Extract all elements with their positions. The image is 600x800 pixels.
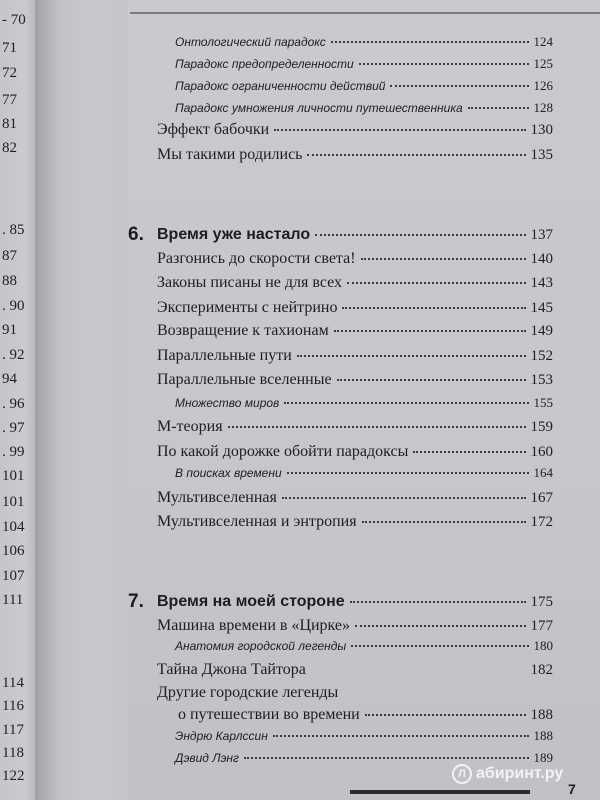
left-page-number: 87 (2, 248, 17, 264)
toc-entry-title: Машина времени в «Цирке» (157, 617, 351, 634)
left-page-number: . 96 (2, 396, 25, 412)
left-page-number: 88 (2, 273, 17, 289)
leader-dots (365, 714, 526, 716)
toc-entry-title: Дэвид Лэнг (175, 751, 239, 765)
toc-page-number: 140 (530, 251, 553, 267)
toc-entry-title: Мультивселенная (157, 489, 277, 506)
toc-entry-title: Парадокс умножения личности путешественника (175, 101, 463, 115)
toc-page-number: 135 (530, 147, 553, 163)
left-page-number: 118 (2, 745, 24, 761)
left-page-number: 106 (2, 543, 25, 559)
toc-entry-title: Параллельные вселенные (157, 371, 332, 388)
leader-dots (362, 521, 526, 523)
leader-dots (334, 330, 526, 332)
toc-entry-title: В поисках времени (175, 466, 282, 480)
leader-dots (361, 258, 526, 260)
toc-page-number: 188 (533, 728, 553, 743)
leader-dots (342, 307, 525, 309)
left-page-number: - 70 (2, 12, 26, 28)
toc-page-number: 130 (530, 122, 553, 138)
chapter-number: 6. (128, 224, 144, 245)
leader-dots (359, 63, 529, 65)
toc-entry (157, 274, 553, 296)
toc-entry-line2 (178, 706, 553, 728)
toc-entry-title: Онтологический парадокс (175, 35, 326, 49)
left-page-number: . 97 (2, 420, 25, 436)
toc-page-number: 164 (533, 465, 553, 480)
toc-page-number: 182 (530, 662, 553, 678)
labirint-logo-icon: Л (452, 764, 472, 784)
leader-dots (331, 41, 529, 43)
left-page-number: 122 (2, 768, 25, 784)
leader-dots (355, 625, 525, 627)
left-page-number: 72 (2, 65, 17, 81)
toc-entry-title: Возвращение к тахионам (157, 322, 329, 339)
top-rule (130, 12, 600, 14)
watermark (452, 764, 563, 784)
leader-dots (282, 497, 526, 499)
toc-page-number: 180 (533, 638, 553, 653)
toc-entry-line1 (157, 684, 553, 706)
toc-subentry (175, 728, 553, 750)
toc-entry (157, 121, 553, 143)
toc-entry (157, 489, 553, 511)
leader-dots (287, 472, 529, 474)
toc-entry-title: Эксперименты с нейтрино (157, 299, 338, 316)
chapter-number: 7. (128, 591, 144, 612)
toc-entry-title: Множество миров (175, 396, 280, 410)
toc-subentry (175, 638, 553, 660)
book-gutter (35, 0, 130, 800)
toc-page-number: 167 (530, 490, 553, 506)
left-page-number: . 85 (2, 222, 25, 238)
toc-subentry (175, 34, 553, 56)
toc-entry-title: Разгонись до скорости света! (157, 250, 356, 267)
left-page-number: 71 (2, 40, 17, 56)
toc-page-number: 124 (533, 34, 553, 49)
toc-page-number: 153 (530, 372, 553, 388)
leader-dots (273, 735, 529, 737)
toc-page-number: 160 (530, 444, 553, 460)
toc-entry-title: Мультивселенная и энтропия (157, 513, 357, 530)
toc-chapter-heading (157, 593, 553, 615)
toc-entry (157, 322, 553, 344)
toc-entry (157, 146, 553, 168)
toc-entry-title: Анатомия городской легенды (175, 639, 347, 653)
leader-dots (274, 129, 525, 131)
leader-dots (307, 154, 525, 156)
toc-chapter-heading (157, 226, 553, 248)
toc-page-number: 155 (533, 395, 553, 410)
toc-subentry (175, 78, 553, 100)
toc-entry (157, 418, 553, 440)
leader-dots (390, 85, 528, 87)
toc-subentry (175, 395, 553, 417)
toc-page-number: 126 (533, 78, 553, 93)
leader-dots (351, 645, 528, 647)
toc-entry-title: Эффект бабочки (157, 121, 270, 138)
toc-page-number: 188 (530, 707, 553, 723)
left-page-number: 107 (2, 568, 25, 584)
toc-entry (157, 371, 553, 393)
left-page-number: 111 (2, 592, 24, 608)
toc-page-number: 125 (533, 56, 553, 71)
toc-page-number: 172 (530, 514, 553, 530)
left-page-number: 82 (2, 140, 17, 156)
left-page-number: 81 (2, 116, 17, 132)
toc-chapter-title: Время на моей стороне (157, 593, 345, 610)
toc-page-number: 177 (530, 618, 553, 634)
toc-entry-title: Законы писаны не для всех (157, 274, 343, 291)
toc-page-number: 189 (533, 750, 553, 765)
toc-entry (157, 347, 553, 369)
left-page-number: . 99 (2, 444, 25, 460)
toc-entry-title: Парадокс ограниченности действий (175, 79, 386, 93)
leader-dots (468, 107, 529, 109)
toc-entry-title: Мы такими родились (157, 146, 303, 163)
toc-chapter-title: Время уже настало (157, 226, 311, 243)
left-page-number: 101 (2, 468, 25, 484)
toc-entry (157, 513, 553, 535)
leader-dots (244, 757, 529, 759)
toc-entry (157, 443, 553, 465)
toc-page-number: 145 (530, 300, 553, 316)
left-page-number: . 90 (2, 298, 25, 314)
watermark-text: абиринт.ру (476, 765, 564, 782)
leader-dots (297, 355, 526, 357)
toc-entry (157, 617, 553, 639)
left-page-number: 104 (2, 519, 25, 535)
left-page-number: 116 (2, 698, 24, 714)
toc-entry-title-continued: о путешествии во времени (178, 706, 360, 723)
left-page-number: 91 (2, 322, 17, 338)
toc-page-number: 159 (530, 419, 553, 435)
toc-page-number: 143 (530, 275, 553, 291)
toc-entry-title: Тайна Джона Тайтора (157, 661, 306, 678)
toc-page-number: 128 (533, 100, 553, 115)
left-page-number: 94 (2, 371, 17, 387)
toc-subentry (175, 56, 553, 78)
toc-entry (157, 299, 553, 321)
page-number: 7 (568, 781, 576, 797)
toc-entry (157, 250, 553, 272)
leader-dots (315, 234, 525, 236)
leader-dots (337, 379, 526, 381)
toc-entry-title: Эндрю Карлссин (175, 729, 268, 743)
leader-dots (413, 451, 525, 453)
toc-subentry (175, 100, 553, 122)
leader-dots (350, 601, 526, 603)
toc-page-number: 175 (530, 594, 553, 610)
footer-rule (350, 790, 530, 794)
toc-page-number: 149 (530, 323, 553, 339)
left-page-number: 114 (2, 675, 24, 691)
toc-entry-title: Параллельные пути (157, 347, 292, 364)
toc-page-number: 137 (530, 227, 553, 243)
left-page-number: 117 (2, 722, 24, 738)
left-page-number: 101 (2, 494, 25, 510)
toc-entry-title: По какой дорожке обойти парадоксы (157, 443, 409, 460)
toc-entry-title: Другие городские легенды (157, 684, 339, 701)
toc-entry (157, 661, 553, 681)
leader-dots (347, 282, 525, 284)
leader-dots (228, 426, 526, 428)
toc-subentry (175, 465, 553, 487)
left-page-number: . 92 (2, 347, 25, 363)
left-page-number: 77 (2, 92, 17, 108)
toc-page-number: 152 (530, 348, 553, 364)
leader-dots (284, 402, 528, 404)
toc-entry-title: М-теория (157, 418, 223, 435)
toc-entry-title: Парадокс предопределенности (175, 57, 354, 71)
